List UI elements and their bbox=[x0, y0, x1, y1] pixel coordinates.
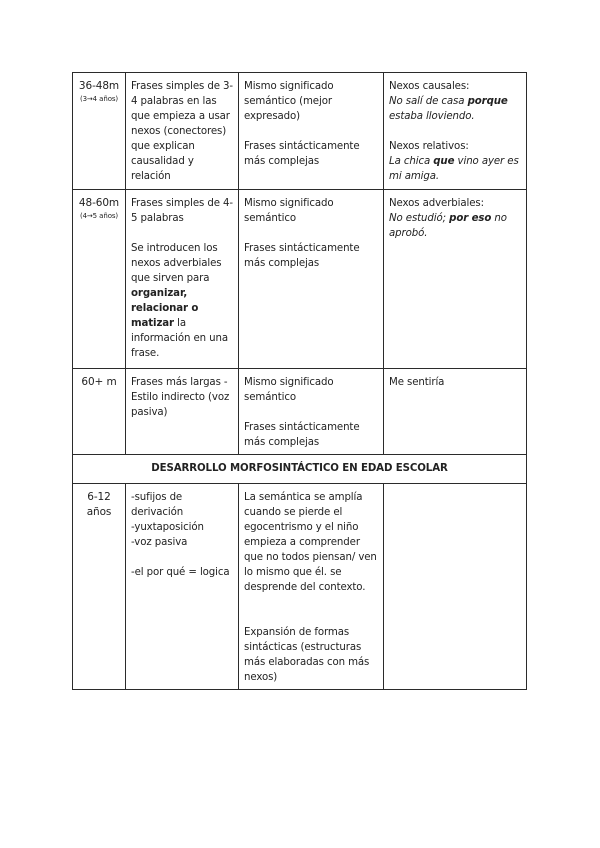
table-row bbox=[73, 73, 527, 190]
example-label: Nexos causales: bbox=[389, 81, 470, 92]
example-text: Me sentiría bbox=[389, 377, 445, 388]
description-text: Se introducen los nexos adverbiales que sirven para organizar, relacionar o matizar la información en una frase. bbox=[131, 243, 228, 359]
description-text: Frases más largas -Estilo indirecto (voz pasiva) bbox=[131, 377, 230, 418]
age-label: 6-12 años bbox=[86, 491, 112, 518]
age-cell bbox=[73, 190, 126, 369]
age-cell bbox=[73, 73, 126, 190]
description-cell bbox=[126, 484, 239, 690]
example-label: Nexos relativos: bbox=[389, 141, 469, 152]
table-row bbox=[73, 190, 527, 369]
semantics-cell bbox=[239, 369, 384, 455]
semantics-text: Mismo significado semántico bbox=[244, 377, 334, 403]
development-table bbox=[72, 72, 527, 690]
syntax-text: Expansión de formas sintácticas (estructuras más elaboradas con más nexos) bbox=[244, 627, 370, 683]
section-row bbox=[73, 455, 527, 484]
age-label: 36-48m bbox=[78, 80, 120, 92]
semantics-cell bbox=[239, 190, 384, 369]
examples-cell bbox=[384, 190, 527, 369]
list-item: -el por qué = logica bbox=[131, 567, 230, 578]
description-text: Frases simples de 3-4 palabras en las que empieza a usar nexos (conectores) que explican causalidad y relación bbox=[131, 81, 233, 182]
list-item: -voz pasiva bbox=[131, 537, 188, 548]
semantics-text: Mismo significado semántico (mejor expresado) bbox=[244, 81, 334, 122]
syntax-text: Frases sintácticamente más complejas bbox=[244, 422, 360, 448]
age-label: 48-60m bbox=[78, 197, 120, 209]
semantics-cell bbox=[239, 484, 384, 690]
semantics-text: Mismo significado semántico bbox=[244, 198, 334, 224]
section-title: DESARROLLO MORFOSINTÁCTICO EN EDAD ESCOLAR bbox=[73, 455, 527, 484]
semantics-text: La semántica se amplía cuando se pierde el egocentrismo y el niño empieza a comprender que no todos piensan/ ven lo mismo que él. se desprende del contexto. bbox=[244, 492, 377, 593]
list-item: -yuxtaposición bbox=[131, 522, 204, 533]
syntax-text: Frases sintácticamente más complejas bbox=[244, 141, 360, 167]
age-cell bbox=[73, 484, 126, 690]
examples-cell bbox=[384, 369, 527, 455]
description-cell bbox=[126, 73, 239, 190]
example-sentence: La chica que vino ayer es mi amiga. bbox=[389, 156, 519, 182]
semantics-cell bbox=[239, 73, 384, 190]
example-sentence: No estudió; por eso no aprobó. bbox=[389, 213, 507, 239]
example-label: Nexos adverbiales: bbox=[389, 198, 484, 209]
examples-cell bbox=[384, 73, 527, 190]
syntax-text: Frases sintácticamente más complejas bbox=[244, 243, 360, 269]
example-sentence: No salí de casa porque estaba lloviendo. bbox=[389, 96, 508, 122]
age-sublabel: (3→4 años) bbox=[79, 95, 119, 103]
age-label: 60+ m bbox=[81, 376, 117, 388]
examples-cell bbox=[384, 484, 527, 690]
age-cell bbox=[73, 369, 126, 455]
description-cell bbox=[126, 190, 239, 369]
list-item: -sufijos de derivación bbox=[131, 492, 184, 518]
description-cell bbox=[126, 369, 239, 455]
description-text: Frases simples de 4-5 palabras bbox=[131, 198, 233, 224]
age-sublabel: (4→5 años) bbox=[79, 212, 119, 220]
table-row bbox=[73, 369, 527, 455]
table-row bbox=[73, 484, 527, 690]
